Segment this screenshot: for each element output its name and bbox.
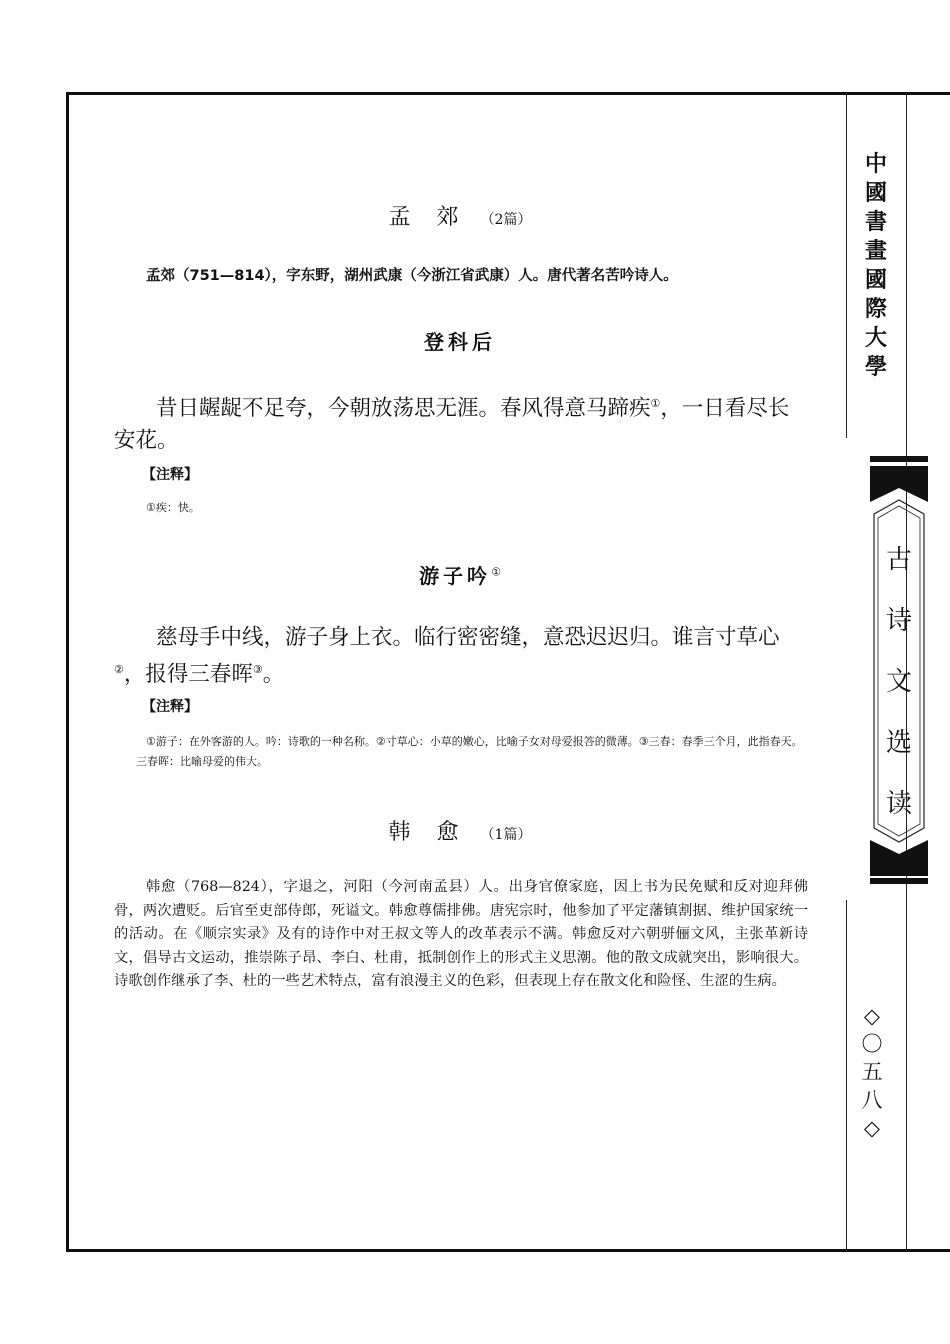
poem-text-youziyin: 慈母手中线，游子身上衣。临行密密缝，意恐迟迟归。谁言寸草心②，报得三春晖③。 bbox=[114, 625, 780, 688]
author-name: 韩 愈 bbox=[388, 820, 461, 845]
notes-label: 【注释】 bbox=[142, 699, 198, 715]
notes-text: ①疾：快。 bbox=[146, 501, 200, 514]
footnote-marker: ③ bbox=[252, 663, 263, 676]
footnote-marker: ① bbox=[650, 397, 661, 410]
poem-title-dengkehou: 登科后 bbox=[424, 330, 496, 354]
page-number: ◇ 〇 五 八 ◇ bbox=[861, 1004, 883, 1140]
author-heading-mengjiao bbox=[110, 200, 810, 231]
side-divider-bottom bbox=[846, 900, 847, 1252]
poem-count: （1篇） bbox=[480, 827, 532, 843]
banner-top-rule bbox=[870, 456, 928, 462]
footnote-marker: ① bbox=[491, 565, 501, 579]
author-name: 孟 郊 bbox=[388, 205, 461, 230]
notes-label: 【注释】 bbox=[142, 467, 198, 483]
author-bio-mengjiao: 孟郊（751—814），字东野，湖州武康（今浙江省武康）人。唐代著名苦吟诗人。 bbox=[146, 268, 678, 284]
author-bio-hanyu: 韩愈（768—824），字退之，河阳（今河南孟县）人。出身官僚家庭，因上书为民免赋和反对迎拜佛骨，两次遭贬。后官至吏部侍郎，死谥文。韩愈尊儒排佛。唐宪宗时，他参加了平定藩镇割据、维护国家统一的活动。在《顺宗实录》及有的诗作中对王叔文等人的改革表示不满。韩愈反对六朝骈俪文风，主张革新诗文，倡导古文运动，推崇陈子昂、李白、杜甫，抵制创作上的形式主义思潮。他的散文成就突出，影响很大。诗歌创作继承了李、杜的一些艺术特点，富有浪漫主义的色彩，但表现上存在散文化和险怪、生涩的生病。 bbox=[114, 879, 808, 989]
side-divider-top bbox=[846, 92, 847, 438]
author-heading-hanyu bbox=[110, 815, 810, 846]
poem-count: （2篇） bbox=[480, 212, 532, 228]
book-title: 古 诗 文 选 读 bbox=[885, 545, 912, 819]
banner-bottom-rule bbox=[870, 878, 928, 884]
institution-name: 中 國 書 畫 國 際 大 學 bbox=[864, 152, 887, 380]
poem-title-youziyin: 游子吟① bbox=[419, 564, 501, 588]
poem-text-dengkehou: 昔日龌龊不足夸，今朝放荡思无涯。春风得意马蹄疾①，一日看尽长安花。 bbox=[114, 396, 790, 454]
footnote-marker: ② bbox=[114, 663, 124, 676]
notes-text: ①游子：在外客游的人。吟：诗歌的一种名称。②寸草心：小草的嫩心，比喻子女对母爱报答的微薄。③三春：春季三个月，此指春天。三春晖：比喻母爱的伟大。 bbox=[136, 735, 803, 768]
